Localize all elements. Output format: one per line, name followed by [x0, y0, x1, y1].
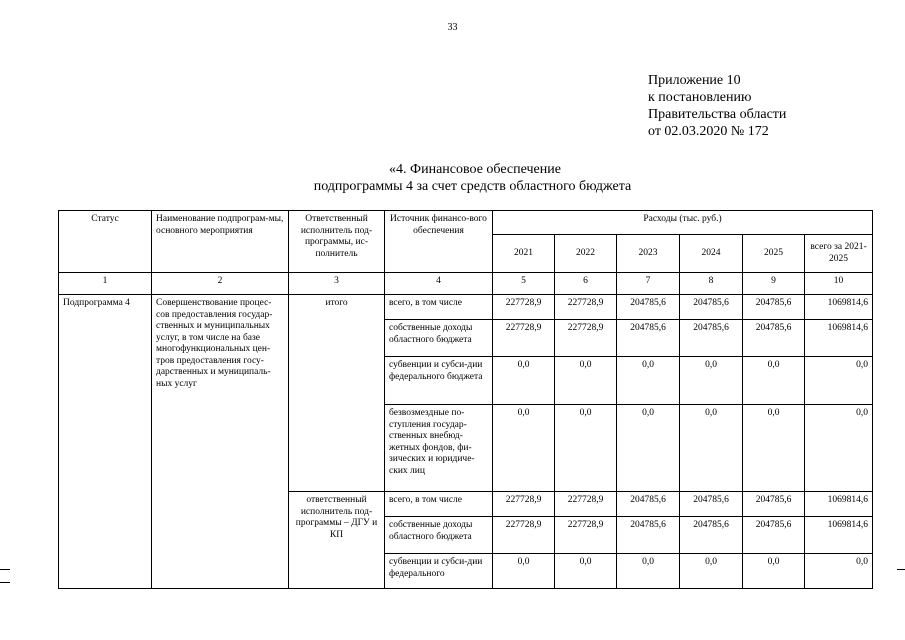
value-cell: 0,0: [805, 357, 873, 405]
scan-mark: [0, 582, 10, 583]
value-cell: 0,0: [617, 554, 680, 589]
title-line-1: «4. Финансовое обеспечение: [389, 162, 561, 177]
page-number: 33: [447, 22, 458, 33]
name-cell: Совершенствование процес-сов предоставления государ-ственных и муниципальных услуг, в том числе на базе многофункциональных цен-тров предоставления госу-дарственных и муниципаль-ных услуг: [152, 295, 289, 589]
value-cell: 0,0: [805, 405, 873, 492]
value-cell: 227728,9: [555, 320, 617, 357]
value-cell: 1069814,6: [805, 492, 873, 517]
value-cell: 204785,6: [680, 320, 743, 357]
value-cell: 0,0: [680, 357, 743, 405]
column-number: 4: [385, 273, 493, 295]
status-cell: Подпрограмма 4: [59, 295, 152, 589]
value-cell: 227728,9: [493, 320, 555, 357]
value-cell: 0,0: [555, 554, 617, 589]
value-cell: 0,0: [743, 405, 805, 492]
header-year-2023: 2023: [617, 235, 680, 273]
value-cell: 1069814,6: [805, 517, 873, 554]
value-cell: 227728,9: [555, 492, 617, 517]
source-cell: всего, в том числе: [385, 492, 493, 517]
column-number: 8: [680, 273, 743, 295]
column-number: 10: [805, 273, 873, 295]
source-cell: безвозмездные по-ступления государ-ственных внебюд-жетных фондов, фи-зических и юридиче-ских лиц: [385, 405, 493, 492]
value-cell: 204785,6: [743, 295, 805, 320]
value-cell: 1069814,6: [805, 295, 873, 320]
value-cell: 227728,9: [555, 295, 617, 320]
title-line-2: подпрограммы 4 за счет средств областного бюджета: [313, 179, 632, 194]
value-cell: 0,0: [493, 405, 555, 492]
source-cell: собственные доходы областного бюджета: [385, 517, 493, 554]
column-number: 3: [289, 273, 385, 295]
value-cell: 204785,6: [617, 295, 680, 320]
value-cell: 227728,9: [493, 295, 555, 320]
value-cell: 0,0: [680, 554, 743, 589]
value-cell: 227728,9: [555, 517, 617, 554]
value-cell: 204785,6: [617, 517, 680, 554]
column-number: 1: [59, 273, 152, 295]
header-expenses: Расходы (тыс. руб.): [493, 211, 873, 235]
value-cell: 0,0: [493, 357, 555, 405]
executor-cell: итого: [289, 295, 385, 492]
scan-mark: [0, 569, 10, 570]
value-cell: 204785,6: [743, 492, 805, 517]
appendix-line-2: к постановлению: [648, 90, 752, 105]
appendix-line-4: от 02.03.2020 № 172: [648, 124, 769, 139]
value-cell: 227728,9: [493, 492, 555, 517]
value-cell: 0,0: [555, 357, 617, 405]
header-year-2024: 2024: [680, 235, 743, 273]
value-cell: 204785,6: [680, 295, 743, 320]
executor-cell: ответственный исполнитель под-программы – ДГУ и КП: [289, 492, 385, 589]
column-number: 7: [617, 273, 680, 295]
header-year-2022: 2022: [555, 235, 617, 273]
value-cell: 0,0: [805, 554, 873, 589]
column-number: 5: [493, 273, 555, 295]
column-number: 6: [555, 273, 617, 295]
header-status: Статус: [59, 211, 152, 273]
header-year-2021: 2021: [493, 235, 555, 273]
header-source: Источник финансо-вого обеспечения: [385, 211, 493, 273]
value-cell: 204785,6: [617, 492, 680, 517]
source-cell: субвенции и субси-дии федерального: [385, 554, 493, 589]
appendix-line-3: Правительства области: [648, 107, 787, 122]
value-cell: 204785,6: [680, 517, 743, 554]
scan-mark: [897, 569, 905, 570]
header-executor: Ответственный исполнитель под-программы, ис-полнитель: [289, 211, 385, 273]
source-cell: субвенции и субси-дии федерального бюджета: [385, 357, 493, 405]
value-cell: 0,0: [743, 554, 805, 589]
column-numbers-row: [59, 273, 873, 295]
column-number: 9: [743, 273, 805, 295]
value-cell: 204785,6: [743, 320, 805, 357]
value-cell: 204785,6: [743, 517, 805, 554]
value-cell: 227728,9: [493, 517, 555, 554]
value-cell: 0,0: [617, 405, 680, 492]
value-cell: 0,0: [680, 405, 743, 492]
value-cell: 204785,6: [680, 492, 743, 517]
budget-table: [58, 210, 873, 589]
value-cell: 0,0: [617, 357, 680, 405]
column-number: 2: [152, 273, 289, 295]
appendix-line-1: Приложение 10: [648, 73, 741, 88]
header-total: всего за 2021-2025: [805, 235, 873, 273]
header-name: Наименование подпрограм-мы, основного мероприятия: [152, 211, 289, 273]
value-cell: 204785,6: [617, 320, 680, 357]
source-cell: собственные доходы областного бюджета: [385, 320, 493, 357]
appendix-block: [648, 72, 786, 140]
header-year-2025: 2025: [743, 235, 805, 273]
value-cell: 1069814,6: [805, 320, 873, 357]
value-cell: 0,0: [493, 554, 555, 589]
source-cell: всего, в том числе: [385, 295, 493, 320]
document-title: [0, 161, 905, 195]
value-cell: 0,0: [743, 357, 805, 405]
value-cell: 0,0: [555, 405, 617, 492]
table-row: [59, 295, 873, 320]
